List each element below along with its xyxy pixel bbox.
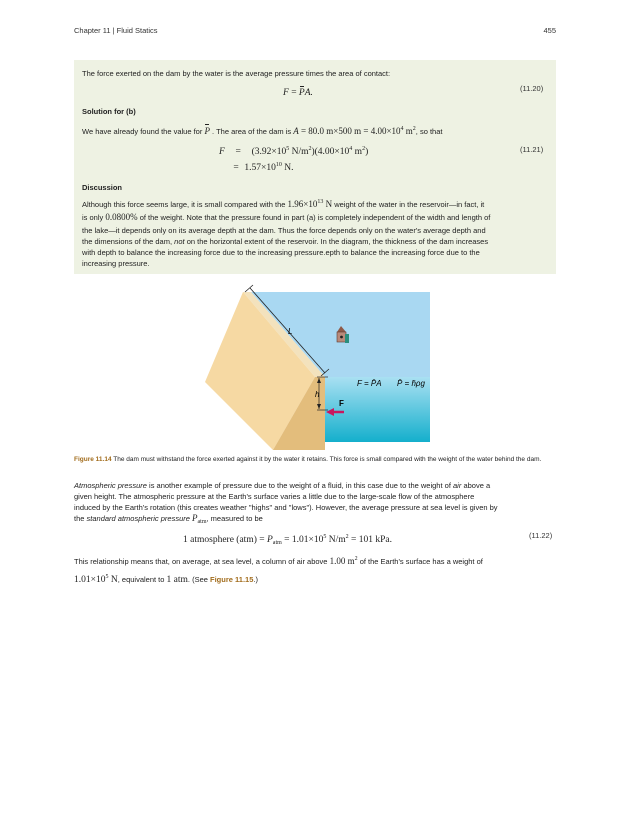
label-force-eq: F = P̄A	[357, 379, 382, 388]
solution-heading: Solution for (b)	[82, 107, 136, 116]
discussion-line-3: the lake—it depends only on its average depth at the dam. Thus the force depends only on the water's average depth and	[82, 226, 486, 235]
label-pressure-eq: P̄ = h̄ρg	[397, 379, 425, 388]
equation-number-11-20: (11.20)	[520, 84, 544, 93]
discussion-line-6: increasing pressure.	[82, 259, 150, 268]
figure-caption: Figure 11.14 The dam must withstand the force exerted against it by the water it retains. This force is small compared with the weight of the water behind the dam.	[74, 456, 542, 463]
page-number: 455	[543, 26, 556, 35]
equation-11-20: F = PA.	[283, 88, 313, 98]
label-F: F	[339, 399, 344, 408]
equation-number-11-22: (11.22)	[529, 531, 553, 540]
discussion-line-5: with depth to balance the increasing force due to the increasing pressure.epth to balance the increasing force due to the	[82, 248, 480, 257]
equation-number-11-21: (11.21)	[520, 145, 544, 154]
discussion-line-2: is only 0.0800% of the weight. Note that the pressure found in part (a) is completely independent of the width and length of	[82, 212, 491, 222]
para1-line3: induced by the Earth's rotation (this creates weather "highs" and "lows"). However, the average pressure at sea level is given by	[74, 503, 498, 512]
equation-11-22: 1 atmosphere $(atm) = P_{atm} = 1.01\times 10^5$ $N/m^2 = 101$ kPa.	[183, 534, 393, 546]
discussion-line-4: the dimensions of the dam, not on the horizontal extent of the reservoir. In the diagram, the thickness of the dam increases	[82, 237, 489, 246]
para1-line2: given height. The atmospheric pressure at the Earth's surface varies a little due to the large-scale flow of the atmosphere	[74, 492, 475, 501]
discussion-line-1: Although this force seems large, it is small compared with the $1.96\times 10^{13}$ N weight of the water in the reservoir—in fact, it	[82, 199, 485, 209]
label-h: h	[315, 390, 320, 399]
label-L: L	[288, 327, 293, 336]
chapter-header: Chapter 11 | Fluid Statics	[74, 26, 158, 35]
figure-label: Figure 11.14	[74, 456, 112, 463]
para1-line4: the standard atmospheric pressure $P_{atm}$, measured to be	[74, 513, 263, 525]
solution-text: We have already found the value for P . The area of the dam is A = 80.0 m×500 $m = 4.00\times 10^4$ $m^2$, so that	[82, 126, 443, 136]
figure-11-15-link[interactable]: Figure 11.15	[210, 575, 254, 584]
para2-line2: $1.01\times 10^5$ N, equivalent to 1 atm. (See Figure 11.15.)	[74, 574, 258, 585]
para1-line1: Atmospheric pressure is another example of pressure due to the weight of a fluid, in this case due to the weight of air above a	[74, 481, 491, 490]
equation-11-21-line1: $F = (3.92\times 10^5$ $N/m^2)(4.00\times 10^4$ $m^2$)	[219, 146, 369, 157]
intro-text: The force exerted on the dam by the water is the average pressure times the area of contact:	[82, 69, 391, 78]
equation-11-21-line2: = $1.57\times 10^{10}$ N.	[233, 162, 294, 173]
para2-line1: This relationship means that, on average, at sea level, a column of air above 1.00 $m^2$ of the Earth's surface has a weight of	[74, 556, 483, 566]
dam-figure	[195, 282, 445, 452]
discussion-heading: Discussion	[82, 183, 123, 192]
